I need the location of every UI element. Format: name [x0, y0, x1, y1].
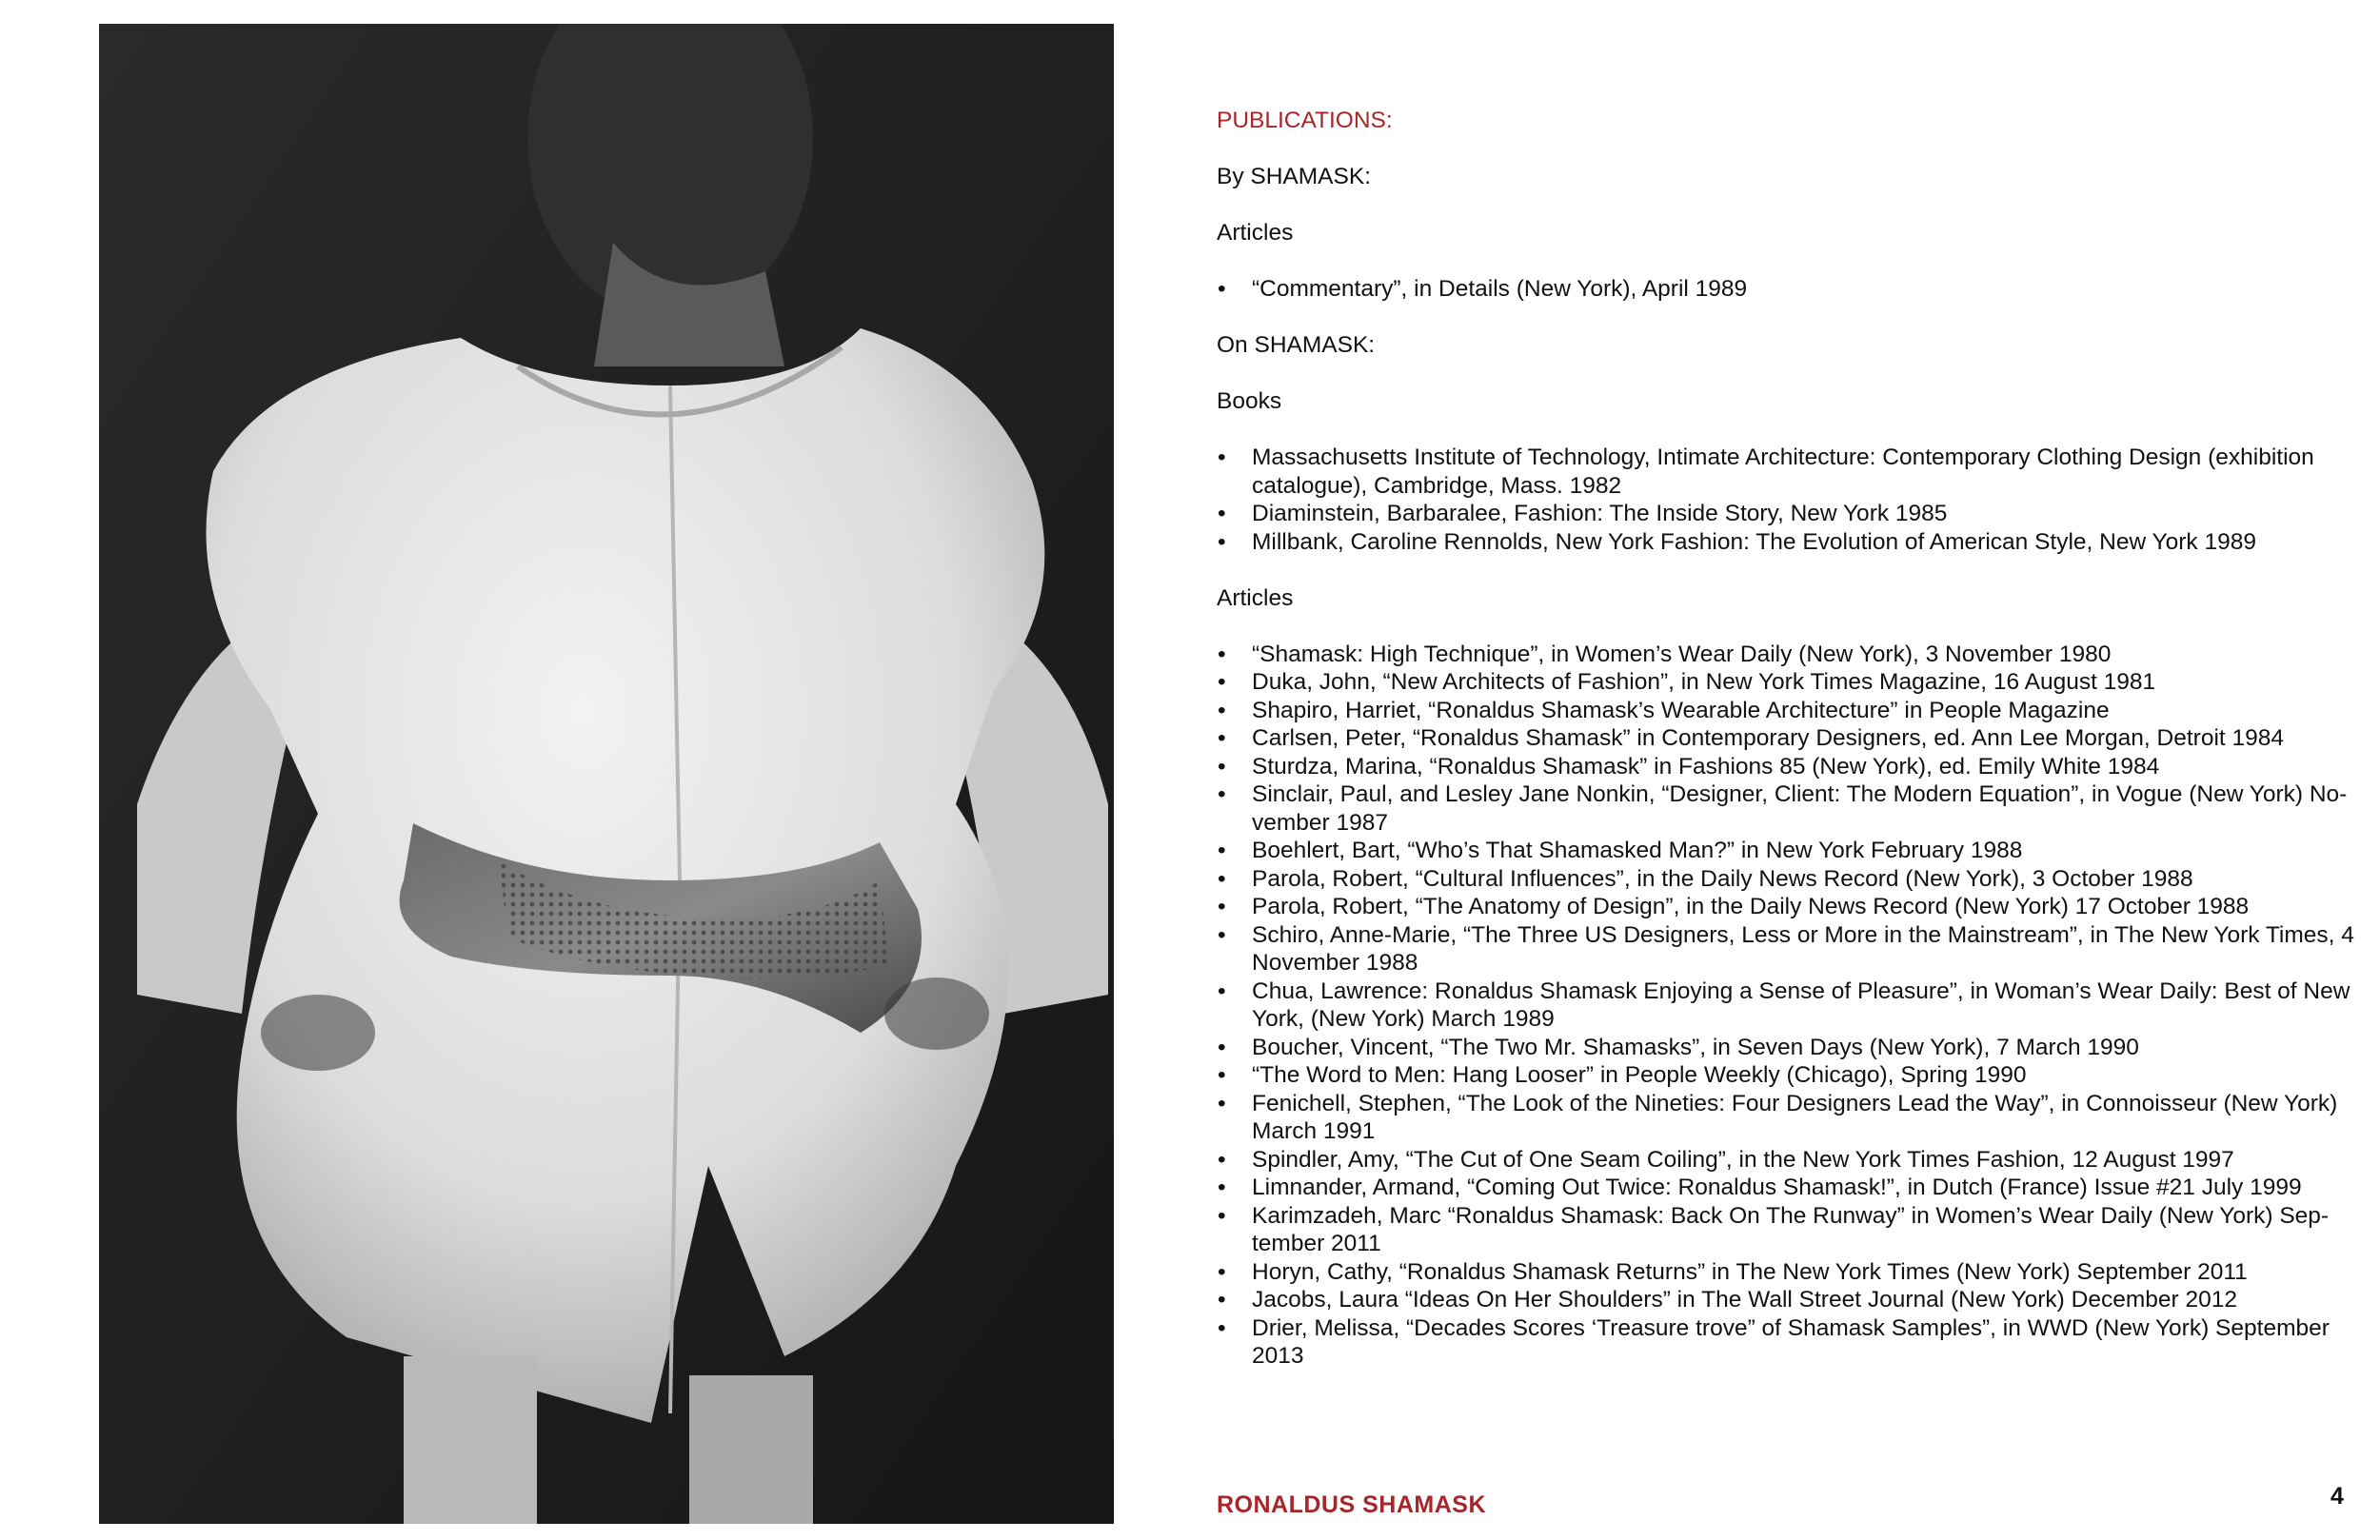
list-item: • Boehlert, Bart, “Who’s That Shamasked Man?” in New York February 1988	[1217, 837, 2369, 865]
books-label: Books	[1217, 388, 1282, 414]
by-shamask-label: By SHAMASK:	[1217, 164, 1372, 189]
list-item: • Limnander, Armand, “Coming Out Twice: Ronaldus Shamask!”, in Dutch (France) Issue #21 July 1999	[1217, 1174, 2369, 1202]
list-item: • Parola, Robert, “Cultural Influences”, in the Daily News Record (New York), 3 October 1988	[1217, 865, 2369, 894]
on-articles-list	[1217, 641, 2369, 1371]
list-item: • Duka, John, “New Architects of Fashion”, in New York Times Magazine, 16 August 1981	[1217, 668, 2369, 697]
list-item: • Parola, Robert, “The Anatomy of Design”, in the Daily News Record (New York) 17 October 1988	[1217, 893, 2369, 921]
by-articles-list	[1217, 275, 2369, 304]
publications-section	[1217, 107, 2369, 1398]
list-item: • Karimzadeh, Marc “Ronaldus Shamask: Back On The Runway” in Women’s Wear Daily (New York) Sep-tember 2011	[1217, 1202, 2369, 1258]
publications-heading: PUBLICATIONS:	[1217, 108, 1393, 133]
list-item: • Sturdza, Marina, “Ronaldus Shamask” in Fashions 85 (New York), ed. Emily White 1984	[1217, 753, 2369, 781]
fashion-photo-illustration	[99, 24, 1114, 1524]
footer-designer-name: RONALDUS SHAMASK	[1217, 1491, 1486, 1518]
list-item: • Boucher, Vincent, “The Two Mr. Shamasks”, in Seven Days (New York), 7 March 1990	[1217, 1034, 2369, 1062]
list-item: • Sinclair, Paul, and Lesley Jane Nonkin, “Designer, Client: The Modern Equation”, in Vogue (New York) No-vember 1987	[1217, 780, 2369, 837]
page-number: 4	[2330, 1483, 2344, 1510]
list-item: • Schiro, Anne-Marie, “The Three US Designers, Less or More in the Mainstream”, in The New York Times, 4 November 1988	[1217, 921, 2369, 977]
list-item: • Spindler, Amy, “The Cut of One Seam Coiling”, in the New York Times Fashion, 12 August 1997	[1217, 1146, 2369, 1175]
list-item: • “Shamask: High Technique”, in Women’s Wear Daily (New York), 3 November 1980	[1217, 641, 2369, 669]
list-item: • Fenichell, Stephen, “The Look of the Nineties: Four Designers Lead the Way”, in Connoisseur (New York) March 1991	[1217, 1090, 2369, 1146]
books-list	[1217, 444, 2369, 556]
list-item: • Drier, Melissa, “Decades Scores ‘Treasure trove” of Shamask Samples”, in WWD (New York) September 2013	[1217, 1314, 2369, 1371]
list-item: • Chua, Lawrence: Ronaldus Shamask Enjoying a Sense of Pleasure”, in Woman’s Wear Daily: Best of New York, (New York) March 1989	[1217, 977, 2369, 1034]
list-item: • Carlsen, Peter, “Ronaldus Shamask” in Contemporary Designers, ed. Ann Lee Morgan, Detroit 1984	[1217, 724, 2369, 753]
list-item: • Diaminstein, Barbaralee, Fashion: The Inside Story, New York 1985	[1217, 500, 2369, 528]
on-shamask-label: On SHAMASK:	[1217, 332, 1376, 358]
list-item: • Horyn, Cathy, “Ronaldus Shamask Returns” in The New York Times (New York) September 2011	[1217, 1258, 2369, 1287]
on-articles-label: Articles	[1217, 584, 1294, 611]
list-item: • Jacobs, Laura “Ideas On Her Shoulders” in The Wall Street Journal (New York) December 2012	[1217, 1286, 2369, 1314]
list-item: • Millbank, Caroline Rennolds, New York Fashion: The Evolution of American Style, New York 1989	[1217, 528, 2369, 557]
list-item: • Shapiro, Harriet, “Ronaldus Shamask’s Wearable Architecture” in People Magazine	[1217, 697, 2369, 725]
fashion-photograph	[99, 24, 1114, 1524]
list-item: • “The Word to Men: Hang Looser” in People Weekly (Chicago), Spring 1990	[1217, 1061, 2369, 1090]
list-item: • Massachusetts Institute of Technology, Intimate Architecture: Contemporary Clothing Design (exhibition catalogue), Cambridge, Mass. 1982	[1217, 444, 2369, 500]
by-articles-label: Articles	[1217, 220, 1294, 246]
list-item: • “Commentary”, in Details (New York), April 1989	[1217, 275, 2369, 304]
